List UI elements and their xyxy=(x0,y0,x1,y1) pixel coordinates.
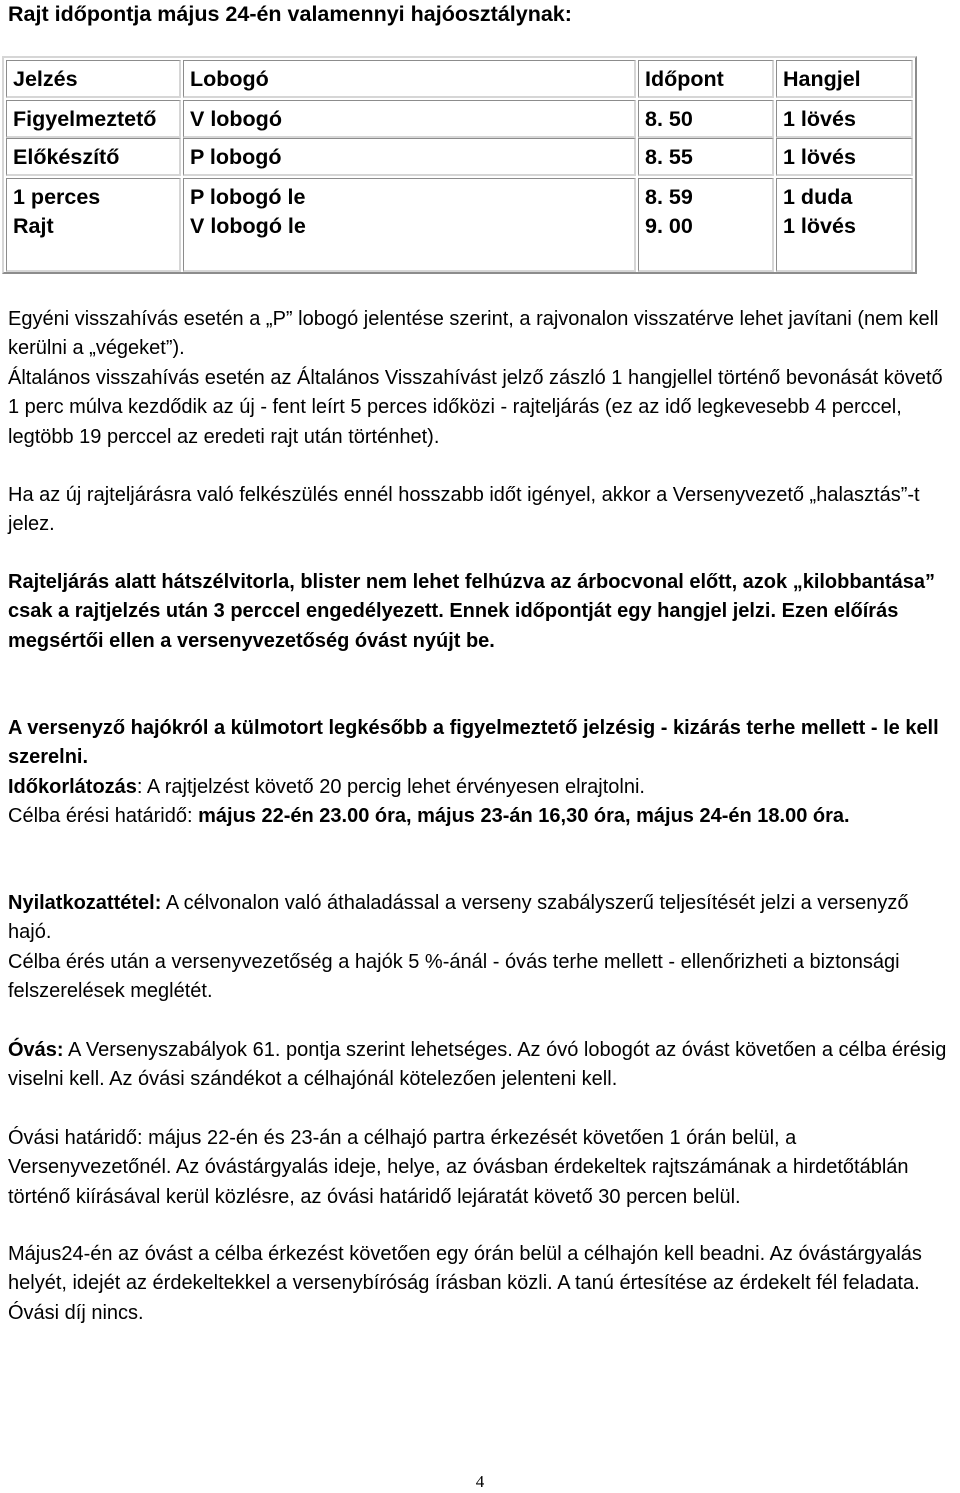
time-limit-paragraph xyxy=(8,773,952,802)
row-preparatory-time: 8. 55 xyxy=(638,138,774,176)
start-signal-line-2: Rajt xyxy=(13,214,54,238)
start-flag-line-2: V lobogó le xyxy=(190,214,306,238)
start-time-line-2: 9. 00 xyxy=(645,214,693,238)
start-sound-line-1: 1 duda xyxy=(783,185,853,209)
start-sound-line-2: 1 lövés xyxy=(783,214,856,238)
row-start-sound xyxy=(776,178,913,272)
protest-text: A Versenyszabályok 61. pontja szerint lehetséges. Az óvó lobogót az óvást követően a célba érésig viselni kell. Az óvási szándékot a célhajónál kötelezően jelenteni kell. xyxy=(8,1039,947,1091)
header-lobogo: Lobogó xyxy=(183,60,636,98)
safety-check-paragraph: Célba érés után a versenyvezetőség a hajók 5 %-ánál - óvás terhe mellett - ellenőrizheti a biztonsági felszerelések meglétét. xyxy=(8,951,900,1003)
start-schedule-table xyxy=(2,56,917,274)
row-preparatory-signal: Előkészítő xyxy=(6,138,181,176)
start-signal-line-1: 1 perces xyxy=(13,185,101,209)
row-warning-signal: Figyelmeztető xyxy=(6,100,181,138)
declaration-paragraph xyxy=(8,889,952,948)
protest-label: Óvás: xyxy=(8,1039,64,1061)
row-start-signal xyxy=(6,178,181,272)
protest-deadline-paragraph: Óvási határidő: május 22-én és 23-án a célhajó partra érkezését követően 1 órán belül, a Versenyvezetőnél. Az óvástárgyalás ideje, helye, az óvásban érdekeltek rajtszámának a hirdetőtáblán történő kiírásával kerül közlésre, az óvási határidő lejáratát követő 30 percen belül. xyxy=(8,1127,909,1208)
outboard-motor-paragraph: A versenyző hajókról a külmotort legkésőbb a figyelmeztető jelzésig - kizárás terhe mellett - le kell szerelni. xyxy=(8,717,939,769)
header-jelzes: Jelzés xyxy=(6,60,181,98)
protest-paragraph xyxy=(8,1036,952,1095)
row-preparatory-sound: 1 lövés xyxy=(776,138,913,176)
spinnaker-rule-paragraph: Rajteljárás alatt hátszélvitorla, blister nem lehet felhúzva az árbocvonal előtt, azok „kilobbantása” csak a rajtjelzés után 3 perccel engedélyezett. Ennek időpontját egy hangjel jelzi. Ezen előírás megsértői ellen a versenyvezetőség óvást nyújt be. xyxy=(8,571,935,652)
declaration-label: Nyilatkozattétel: xyxy=(8,892,162,914)
general-recall-paragraph: Általános visszahívás esetén az Általános Visszahívást jelző zászló 1 hangjellel történő bevonását követő 1 perc múlva kezdődik az új - fent leírt 5 perces időközi - rajteljárás (ez az idő legkevesebb 4 perccel, legtöbb 19 perccel az eredeti rajt után történhet). xyxy=(8,367,943,448)
finish-deadline-label: Célba érési határidő: xyxy=(8,805,199,827)
time-limit-label: Időkorlátozás xyxy=(8,776,137,798)
time-limit-text: : A rajtjelzést követő 20 percig lehet érvényesen elrajtolni. xyxy=(136,776,645,798)
individual-recall-paragraph: Egyéni visszahívás esetén a „P” lobogó jelentése szerint, a rajvonalon visszatérve lehet javítani (nem kell kerülni a „végeket”). xyxy=(8,308,939,360)
protest-may24-paragraph: Május24-én az óvást a célba érkezést követően egy órán belül a célhajón kell beadni. Az óvástárgyalás helyét, idejét az érdekeltekkel a versenybíróság írásban közli. A tanú értesítése az érdekelt fél feladata. Óvási díj nincs. xyxy=(8,1243,922,1324)
row-preparatory-flag: P lobogó xyxy=(183,138,636,176)
start-time-heading: Rajt időpontja május 24-én valamennyi hajóosztálynak: xyxy=(8,2,572,26)
row-start-time xyxy=(638,178,774,272)
header-hangjel: Hangjel xyxy=(776,60,913,98)
finish-deadline-value: május 22-én 23.00 óra, május 23-án 16,30 óra, május 24-én 18.00 óra. xyxy=(198,805,850,827)
header-idopont: Időpont xyxy=(638,60,774,98)
row-warning-flag: V lobogó xyxy=(183,100,636,138)
finish-deadline-paragraph xyxy=(8,802,952,831)
postponement-paragraph: Ha az új rajteljárásra való felkészülés ennél hosszabb időt igényel, akkor a Versenyvezető „halasztás”-t jelez. xyxy=(8,484,920,536)
start-flag-line-1: P lobogó le xyxy=(190,185,306,209)
page-number: 4 xyxy=(475,1472,485,1491)
row-warning-sound: 1 lövés xyxy=(776,100,913,138)
start-time-line-1: 8. 59 xyxy=(645,185,693,209)
declaration-text: A célvonalon való áthaladással a verseny szabályszerű teljesítését jelzi a versenyző hajó. xyxy=(8,892,909,944)
row-warning-time: 8. 50 xyxy=(638,100,774,138)
row-start-flag xyxy=(183,178,636,272)
